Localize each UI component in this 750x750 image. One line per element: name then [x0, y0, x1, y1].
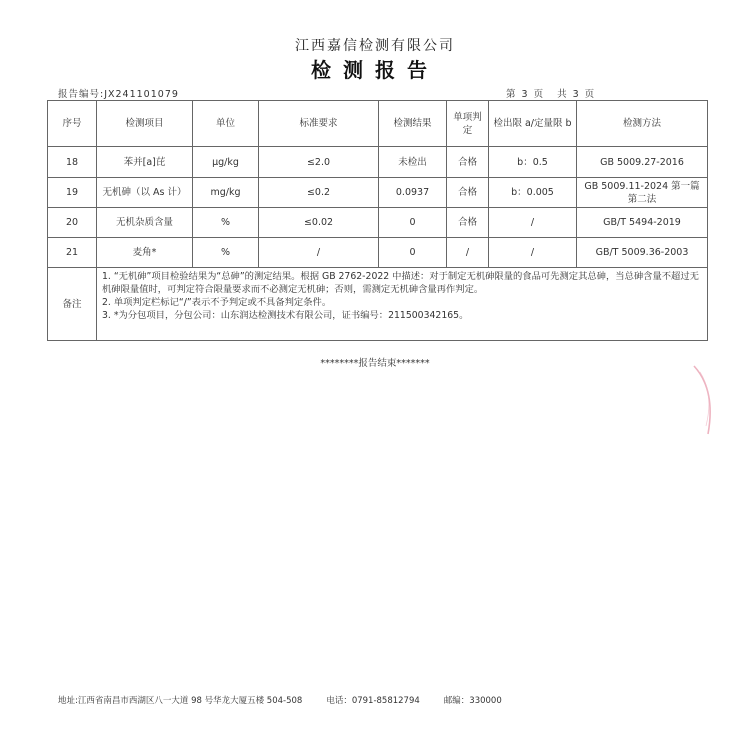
cell-result: 0.0937	[379, 178, 447, 208]
col-header-limit: 检出限 a/定量限 b	[489, 101, 577, 147]
footer-postcode: 邮编：330000	[443, 696, 502, 706]
cell-method: GB/T 5494-2019	[577, 208, 708, 238]
notes-content	[97, 268, 708, 341]
cell-no: 18	[48, 147, 97, 178]
cell-limit: /	[489, 238, 577, 268]
cell-result: 0	[379, 208, 447, 238]
cell-item: 麦角*	[97, 238, 193, 268]
cell-item: 无机杂质含量	[97, 208, 193, 238]
note-item: 1. “无机砷”项目检验结果为“总砷”的测定结果。根据 GB 2762-2022 中描述：对于制定无机砷限量的食品可先测定其总砷，当总砷含量不超过无机砷限量值时，可判定符合限量要求而不必测定无机砷；否则，需测定无机砷含量再作判定。	[102, 271, 699, 295]
col-header-unit: 单位	[193, 101, 259, 147]
cell-judgement: 合格	[447, 208, 489, 238]
col-header-no: 序号	[48, 101, 97, 147]
col-header-method: 检测方法	[577, 101, 708, 147]
cell-method: GB 5009.11-2024 第一篇第二法	[577, 178, 708, 208]
cell-standard: ≤0.2	[259, 178, 379, 208]
page-current: 第 3 页	[506, 89, 544, 100]
col-header-item: 检测项目	[97, 101, 193, 147]
cell-limit: /	[489, 208, 577, 238]
cell-judgement: 合格	[447, 178, 489, 208]
report-number: 报告编号:JX241101079	[58, 89, 179, 100]
results-table	[47, 100, 708, 341]
cell-unit: %	[193, 238, 259, 268]
notes-label: 备注	[48, 268, 97, 341]
footer-phone: 电话：0791-85812794	[326, 696, 420, 706]
cell-unit: μg/kg	[193, 147, 259, 178]
table-row	[48, 147, 708, 178]
footer-contact	[58, 694, 526, 706]
col-header-standard: 标准要求	[259, 101, 379, 147]
cell-standard: ≤0.02	[259, 208, 379, 238]
note-item: 2. 单项判定栏标记“/”表示不予判定或不具备判定条件。	[102, 297, 332, 308]
table-row	[48, 238, 708, 268]
col-header-judgement: 单项判定	[447, 101, 489, 147]
seal-stamp-fragment	[690, 360, 720, 440]
cell-limit: b：0.5	[489, 147, 577, 178]
page-total: 共 3 页	[557, 89, 595, 100]
notes-row	[48, 268, 708, 341]
cell-no: 20	[48, 208, 97, 238]
cell-judgement: 合格	[447, 147, 489, 178]
note-item: 3. *为分包项目，分包公司：山东润达检测技术有限公司，证书编号：211500342165。	[102, 310, 469, 321]
report-title: 检测报告	[311, 58, 439, 82]
report-end-marker: ********报告结束*******	[320, 358, 430, 369]
cell-item: 无机砷（以 As 计）	[97, 178, 193, 208]
col-header-result: 检测结果	[379, 101, 447, 147]
page-info	[506, 86, 608, 100]
cell-limit: b：0.005	[489, 178, 577, 208]
table-header-row	[48, 101, 708, 147]
cell-method: GB 5009.27-2016	[577, 147, 708, 178]
cell-unit: %	[193, 208, 259, 238]
cell-result: 未检出	[379, 147, 447, 178]
footer-address: 地址:江西省南昌市西湖区八一大道 98 号华龙大厦五楼 504-508	[58, 696, 303, 706]
cell-standard: /	[259, 238, 379, 268]
cell-judgement: /	[447, 238, 489, 268]
cell-item: 苯并[a]芘	[97, 147, 193, 178]
company-name: 江西嘉信检测有限公司	[295, 38, 455, 54]
cell-standard: ≤2.0	[259, 147, 379, 178]
cell-method: GB/T 5009.36-2003	[577, 238, 708, 268]
table-row	[48, 208, 708, 238]
cell-result: 0	[379, 238, 447, 268]
table-row	[48, 178, 708, 208]
cell-no: 21	[48, 238, 97, 268]
cell-unit: mg/kg	[193, 178, 259, 208]
cell-no: 19	[48, 178, 97, 208]
